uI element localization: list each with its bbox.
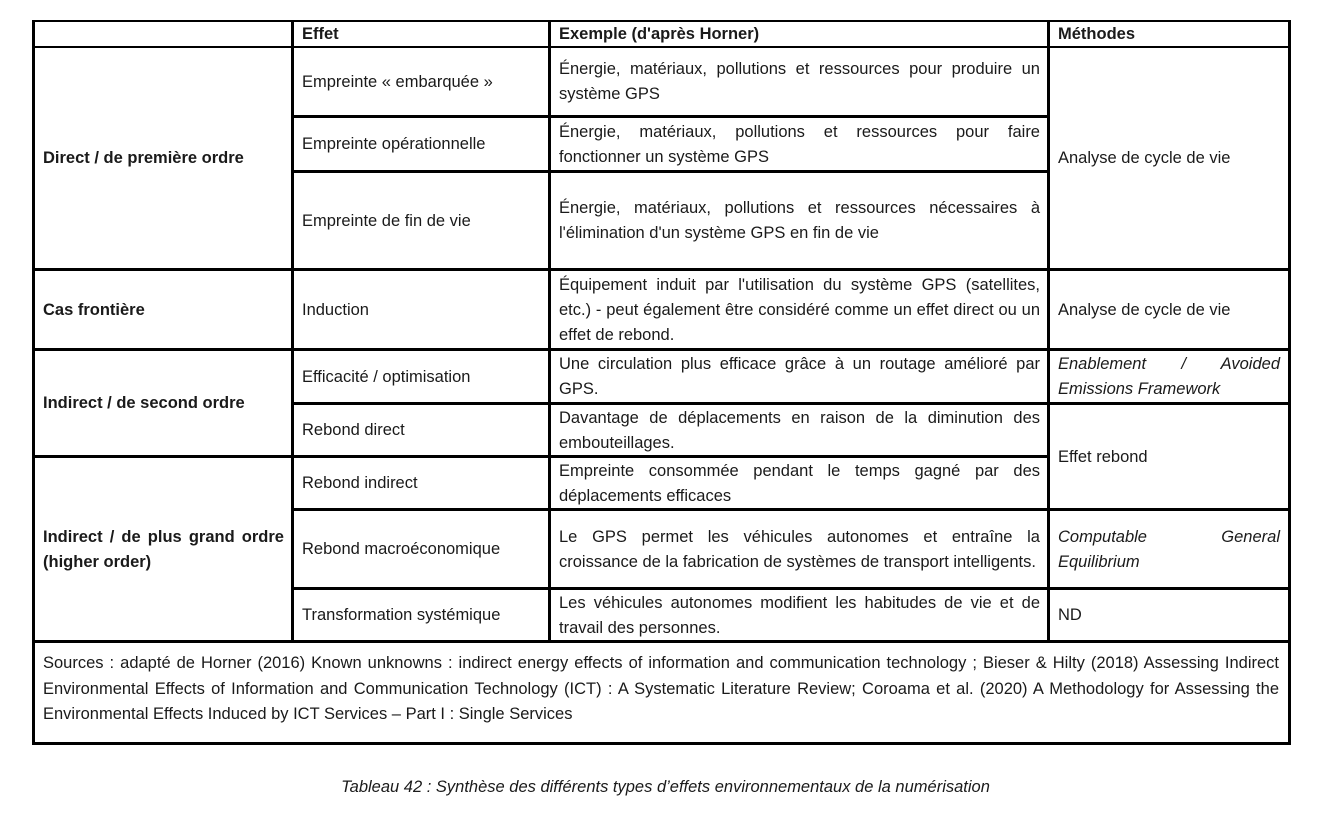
table-border (1288, 20, 1291, 745)
table-border (33, 268, 1291, 271)
table-border (32, 20, 35, 745)
table-border (33, 742, 1291, 745)
header-cell-effet: Effet (302, 25, 339, 43)
exemple-cell: Davantage de déplacements en raison de la diminution des embouteillages. (559, 408, 1040, 452)
table-border (292, 508, 1291, 511)
header-cell-blank (34, 22, 293, 47)
effet-cell: Empreinte opérationnelle (302, 135, 486, 153)
exemple-cell: Empreinte consommée pendant le temps gagné par des déplacements efficaces (559, 461, 1040, 505)
effet-cell: Transformation systémique (302, 606, 501, 624)
exemple-cell: Une circulation plus efficace grâce à un routage amélioré par GPS. (559, 355, 1040, 398)
header-cell-methodes: Méthodes (1058, 25, 1136, 43)
table-border (548, 20, 551, 642)
group-label-indirect-second: Indirect / de second ordre (43, 394, 245, 412)
exemple-cell: Les véhicules autonomes modifient les habitudes de vie et de travail des personnes. (559, 593, 1040, 637)
exemple-cell: Équipement induit par l'utilisation du système GPS (satellites, etc.) - peut également être considéré comme un effet direct ou un effet de rebond. (559, 275, 1040, 344)
table-border (33, 20, 1291, 22)
group-label-direct: Direct / de première ordre (43, 149, 244, 167)
table-border (292, 115, 1050, 118)
effet-cell: Efficacité / optimisation (302, 367, 471, 386)
effet-cell: Rebond indirect (302, 474, 418, 492)
methode-cell-enablement: Enablement / Avoided Emissions Framework (1058, 355, 1280, 398)
table-border (33, 348, 1291, 351)
exemple-cell: Énergie, matériaux, pollutions et ressources nécessaires à l'élimination d'un système GPS en fin de vie (559, 199, 1040, 242)
effet-cell: Rebond macroéconomique (302, 540, 501, 558)
effet-cell: Empreinte « embarquée » (302, 72, 493, 91)
group-label-indirect-higher: Indirect / de plus grand ordre (higher order) (43, 527, 284, 571)
exemple-cell: Énergie, matériaux, pollutions et ressources pour produire un système GPS (559, 60, 1040, 103)
methode-cell-acv-induction: Analyse de cycle de vie (1058, 300, 1231, 319)
effet-cell: Empreinte de fin de vie (302, 211, 471, 230)
exemple-cell: Le GPS permet les véhicules autonomes et entraîne la croissance de la fabrication de systèmes de transport intelligents. (559, 527, 1040, 571)
methode-cell-acv: Analyse de cycle de vie (1058, 149, 1231, 167)
table-border (292, 170, 1050, 173)
methode-cell-cge: Computable General Equilibrium (1058, 527, 1280, 571)
table-border (292, 587, 1291, 590)
table-border (1047, 20, 1050, 642)
group-label-cas-frontiere: Cas frontière (43, 300, 145, 319)
table-border (291, 20, 294, 642)
table-border (292, 402, 1291, 405)
effet-cell: Induction (302, 300, 369, 319)
exemple-cell: Énergie, matériaux, pollutions et ressources pour faire fonctionner un système GPS (559, 122, 1040, 166)
effet-cell: Rebond direct (302, 421, 405, 439)
table-border (33, 455, 1049, 458)
methode-cell-effet-rebond: Effet rebond (1058, 447, 1148, 466)
methode-cell-nd: ND (1058, 606, 1082, 624)
table-border (33, 46, 1291, 48)
sources-note: Sources : adapté de Horner (2016) Known unknowns : indirect energy effects of information and communication technology ; Bieser & Hilty (2018) Assessing Indirect Environmental Effects of Information and Communication Technology (ICT) : A Systematic Literature Review; Coroama et al. (2020) A Methodology for Assessing the Environmental Effects Induced by ICT Services – Part I : Single Services (43, 654, 1279, 723)
table-caption: Tableau 42 : Synthèse des différents types d’effets environnementaux de la numérisation (341, 778, 990, 796)
table-border (33, 640, 1291, 643)
header-cell-exemple: Exemple (d'après Horner) (559, 25, 760, 43)
